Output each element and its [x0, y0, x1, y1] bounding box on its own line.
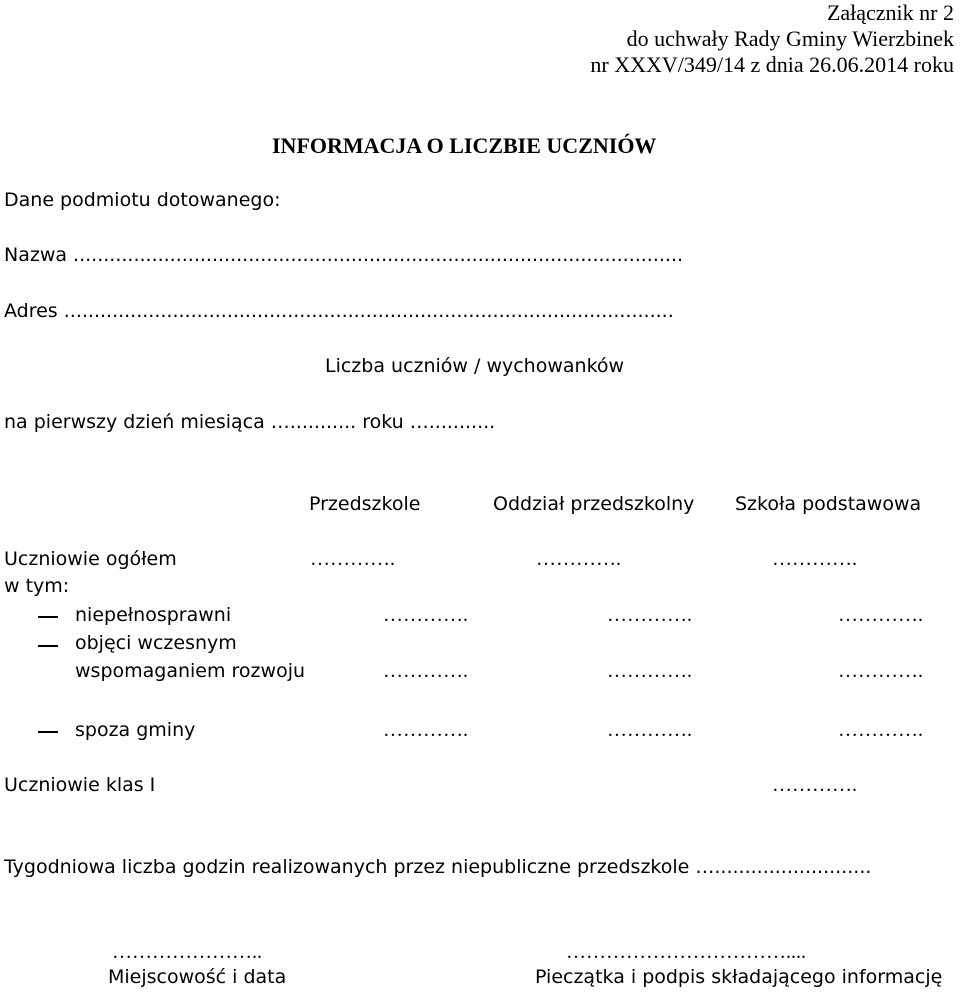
name-field: Nazwa .....................................................................................................	[4, 244, 684, 266]
blank-early-support-preschool-unit: ………….	[607, 660, 692, 682]
count-heading: Liczba uczniów / wychowanków	[325, 355, 625, 377]
of-which-label: w tym:	[4, 575, 70, 597]
weekly-hours-field: Tygodniowa liczba godzin realizowanych przez niepubliczne przedszkole …..........................	[4, 856, 872, 878]
column-header-preschool-unit: Oddział przedszkolny	[493, 493, 695, 515]
blank-outside-primary: ………….	[838, 719, 923, 741]
bullet-dash	[38, 731, 58, 733]
row-label-disabled: niepełnosprawni	[75, 604, 232, 626]
row-label-total: Uczniowie ogółem	[4, 548, 177, 570]
blank-grade1-primary: ………….	[772, 774, 857, 796]
reporting-date-field: na pierwszy dzień miesiąca …........... roku …...........	[4, 411, 496, 433]
stamp-signature-dots: ……………………………....	[566, 941, 806, 963]
blank-total-preschool: ………….	[310, 548, 395, 570]
place-date-label: Miejscowość i data	[108, 966, 287, 988]
row-label-early-support-line2: wspomaganiem rozwoju	[75, 660, 306, 682]
blank-total-primary: ………….	[772, 548, 857, 570]
blank-outside-preschool-unit: ………….	[607, 719, 692, 741]
bullet-dash	[38, 645, 58, 647]
column-header-primary-school: Szkoła podstawowa	[735, 493, 922, 515]
document-title: INFORMACJA O LICZBIE UCZNIÓW	[272, 133, 657, 158]
column-header-preschool: Przedszkole	[309, 493, 421, 515]
blank-disabled-primary: ………….	[838, 604, 923, 626]
resolution-reference: do uchwały Rady Gminy Wierzbinek	[626, 26, 954, 51]
row-label-early-support-line1: objęci wczesnym	[75, 632, 237, 654]
subject-label: Dane podmiotu dotowanego:	[4, 189, 281, 211]
resolution-date: nr XXXV/349/14 z dnia 26.06.2014 roku	[590, 52, 954, 77]
blank-outside-preschool: ………….	[383, 719, 468, 741]
row-label-grade1: Uczniowie klas I	[4, 774, 156, 796]
row-label-outside-commune: spoza gminy	[75, 719, 196, 741]
stamp-signature-label: Pieczątka i podpis składającego informację	[535, 966, 943, 988]
address-field: Adres .....................................................................................................	[4, 300, 674, 322]
blank-early-support-primary: ………….	[838, 660, 923, 682]
blank-total-preschool-unit: ………….	[536, 548, 621, 570]
blank-early-support-preschool: ………….	[383, 660, 468, 682]
blank-disabled-preschool: ………….	[383, 604, 468, 626]
bullet-dash	[38, 616, 58, 618]
place-date-dots: …………………..	[112, 941, 262, 963]
annex-number: Załącznik nr 2	[826, 0, 954, 25]
blank-disabled-preschool-unit: ………….	[607, 604, 692, 626]
